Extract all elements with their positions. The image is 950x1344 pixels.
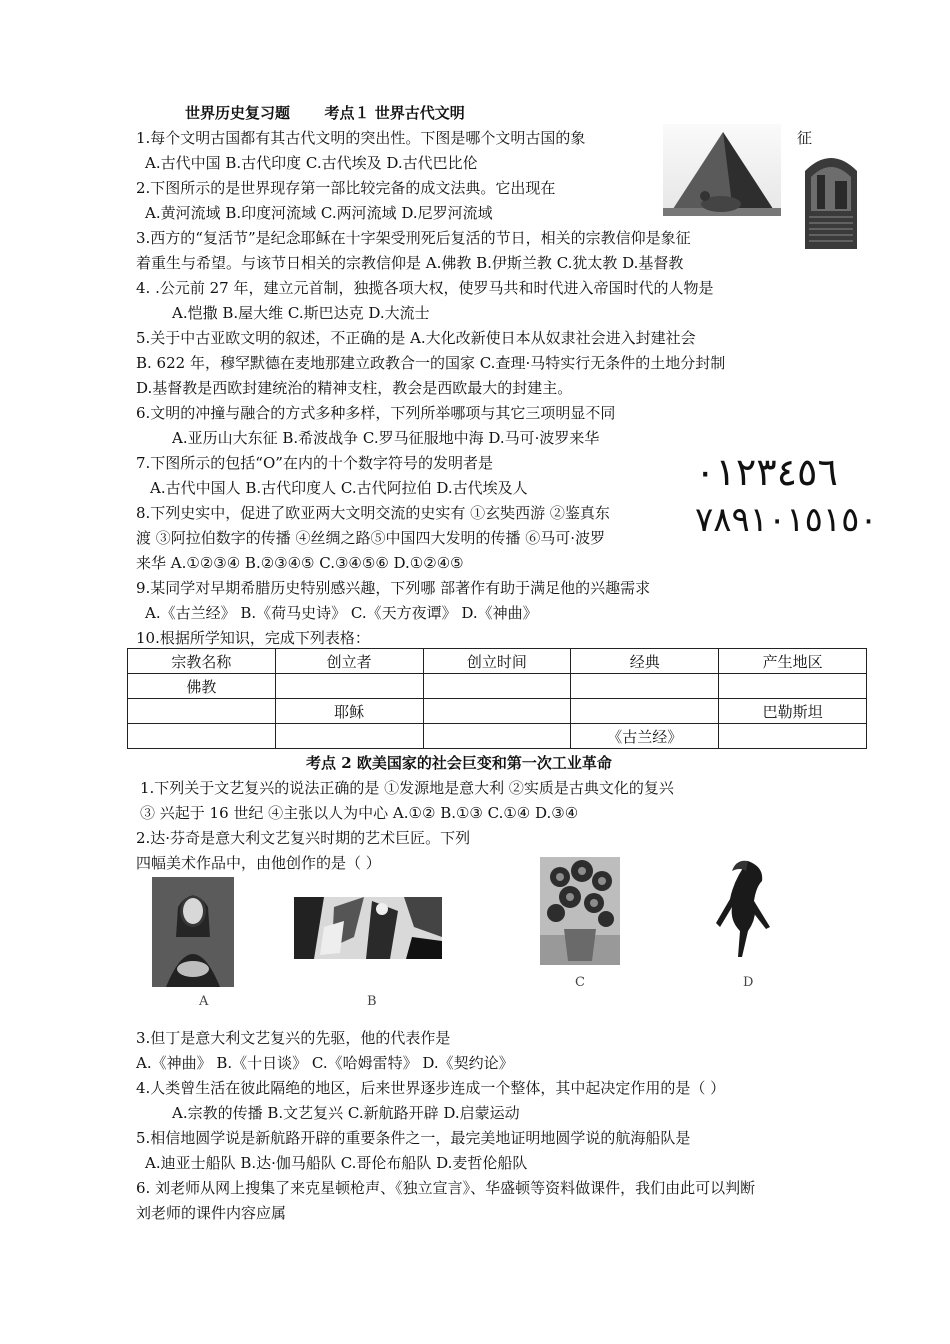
q10-line: 10.根据所学知识，完成下列表格： bbox=[136, 629, 370, 647]
q4-options: A.恺撒 B.屋大维 C.斯巴达克 D.大流士 bbox=[172, 304, 430, 322]
numerals-row-1: ٠١٢٣٤٥٦ bbox=[695, 450, 838, 494]
arabic-numerals-image bbox=[695, 448, 878, 544]
table-row bbox=[128, 724, 867, 749]
s2-q3-options: A.《神曲》 B.《十日谈》 C.《哈姆雷特》 D.《契约论》 bbox=[136, 1054, 514, 1072]
s2-q1-line: 1.下列关于文艺复兴的说法正确的是 ①发源地是意大利 ②实质是古典文化的复兴 bbox=[140, 779, 674, 797]
q9-line: 9.某同学对早期希腊历史特别感兴趣，下列哪 部著作有助于满足他的兴趣需求 bbox=[136, 579, 651, 597]
code-of-hammurabi-image bbox=[797, 151, 865, 249]
table-cell bbox=[275, 724, 423, 749]
q9-options: A.《古兰经》 B.《荷马史诗》 C.《天方夜谭》 D.《神曲》 bbox=[145, 604, 538, 622]
table-cell bbox=[275, 674, 423, 699]
table-cell bbox=[571, 674, 719, 699]
table-cell bbox=[128, 699, 276, 724]
q7-line: 7.下图所示的包括“O”在内的十个数字符号的发明者是 bbox=[136, 454, 493, 472]
q5-line3: D.基督教是西欧封建统治的精神支柱，教会是西欧最大的封建主。 bbox=[136, 379, 573, 397]
q2-line: 2.下图所示的是世界现存第一部比较完备的成文法典。它出现在 bbox=[136, 179, 556, 197]
table-header-row bbox=[128, 649, 867, 674]
mona-lisa-image bbox=[152, 877, 234, 987]
q4-line: 4. .公元前 27 年，建立元首制，独揽各项大权，使罗马共和时代进入帝国时代的人物是 bbox=[136, 279, 714, 297]
galloping-horse-image bbox=[712, 857, 776, 963]
table-row bbox=[128, 674, 867, 699]
q7-options: A.古代中国人 B.古代印度人 C.古代阿拉伯 D.古代埃及人 bbox=[150, 479, 528, 497]
caption-b: B bbox=[367, 994, 377, 1009]
table-header: 产生地区 bbox=[719, 649, 867, 674]
s2-q4-options: A.宗教的传播 B.文艺复兴 C.新航路开辟 D.启蒙运动 bbox=[172, 1104, 520, 1122]
s2-q2-line2: 四幅美术作品中，由他创作的是（ ） bbox=[136, 854, 381, 872]
table-cell bbox=[128, 724, 276, 749]
table-cell bbox=[423, 674, 571, 699]
table-cell bbox=[423, 724, 571, 749]
numerals-row-2: ٧٨٩١٠١٥١٥٠ bbox=[695, 500, 878, 540]
s2-q6-line: 6. 刘老师从网上搜集了来克星顿枪声、《独立宣言》、华盛顿等资料做课件，我们由此可以判断 bbox=[136, 1179, 756, 1197]
s2-q4-line: 4.人类曾生活在彼此隔绝的地区，后来世界逐步连成一个整体，其中起决定作用的是（ ） bbox=[136, 1079, 726, 1097]
sunflowers-image bbox=[540, 857, 620, 965]
q8-options: 来华 A.①②③④ B.②③④⑤ C.③④⑤⑥ D.①②④⑤ bbox=[136, 554, 464, 572]
caption-d: D bbox=[743, 975, 754, 990]
table-cell: 耶稣 bbox=[275, 699, 423, 724]
table-cell: 《古兰经》 bbox=[571, 724, 719, 749]
section-heading: 考点１ 世界古代文明 bbox=[324, 104, 465, 122]
s2-q2-line: 2.达·芬奇是意大利文艺复兴时期的艺术巨匠。下列 bbox=[136, 829, 471, 847]
table-cell: 巴勒斯坦 bbox=[719, 699, 867, 724]
caption-c: C bbox=[575, 975, 585, 990]
q6-options: A.亚历山大东征 B.希波战争 C.罗马征服地中海 D.马可·波罗来华 bbox=[172, 429, 600, 447]
q3-line: 3.西方的“复活节”是纪念耶稣在十字架受刑死后复活的节日，相关的宗教信仰是象征 bbox=[136, 229, 691, 247]
q1-line: 1.每个文明古国都有其古代文明的突出性。下图是哪个文明古国的象 bbox=[136, 129, 586, 147]
s2-q5-line: 5.相信地圆学说是新航路开辟的重要条件之一，最完美地证明地圆学说的航海船队是 bbox=[136, 1129, 691, 1147]
q2-options: A.黄河流域 B.印度河流域 C.两河流域 D.尼罗河流域 bbox=[145, 204, 493, 222]
table-header: 经典 bbox=[571, 649, 719, 674]
pyramid-image bbox=[663, 124, 781, 216]
q5-line2: B. 622 年，穆罕默德在麦地那建立政教合一的国家 C.查理·马特实行无条件的土地分封制 bbox=[136, 354, 726, 372]
table-header: 创立时间 bbox=[423, 649, 571, 674]
q5-line: 5.关于中古亚欧文明的叙述，不正确的是 A.大化改新使日本从奴隶社会进入封建社会 bbox=[136, 329, 696, 347]
s2-q1-options: ③ 兴起于 16 世纪 ④主张以人为中心 A.①② B.①③ C.①④ D.③④ bbox=[140, 804, 579, 822]
s2-q6-line2: 刘老师的课件内容应属 bbox=[136, 1204, 287, 1222]
table-cell: 佛教 bbox=[128, 674, 276, 699]
table-cell bbox=[571, 699, 719, 724]
religion-table bbox=[127, 648, 867, 749]
s2-q3-line: 3.但丁是意大利文艺复兴的先驱，他的代表作是 bbox=[136, 1029, 451, 1047]
table-cell bbox=[719, 724, 867, 749]
section2-heading: 考点 2 欧美国家的社会巨变和第一次工业革命 bbox=[306, 754, 612, 772]
table-header: 宗教名称 bbox=[128, 649, 276, 674]
q8-line2: 渡 ③阿拉伯数字的传播 ④丝绸之路⑤中国四大发明的传播 ⑥马可·波罗 bbox=[136, 529, 606, 547]
q6-line: 6.文明的冲撞与融合的方式多种多样，下列所举哪项与其它三项明显不同 bbox=[136, 404, 616, 422]
table-header: 创立者 bbox=[275, 649, 423, 674]
q3-line2: 着重生与希望。与该节日相关的宗教信仰是 A.佛教 B.伊斯兰教 C.犹太教 D.基督教 bbox=[136, 254, 684, 272]
q1-tail: 征 bbox=[797, 129, 813, 147]
table-cell bbox=[423, 699, 571, 724]
q1-options: A.古代中国 B.古代印度 C.古代埃及 D.古代巴比伦 bbox=[145, 154, 478, 172]
caption-a: A bbox=[199, 994, 209, 1009]
q8-line: 8.下列史实中，促进了欧亚两大文明交流的史实有 ①玄奘西游 ②鉴真东 bbox=[136, 504, 610, 522]
guernica-image bbox=[294, 897, 442, 959]
s2-q5-options: A.迪亚士船队 B.达·伽马船队 C.哥伦布船队 D.麦哲伦船队 bbox=[145, 1154, 528, 1172]
doc-title: 世界历史复习题 bbox=[185, 104, 291, 122]
table-cell bbox=[719, 674, 867, 699]
page-title bbox=[185, 103, 465, 123]
table-row bbox=[128, 699, 867, 724]
